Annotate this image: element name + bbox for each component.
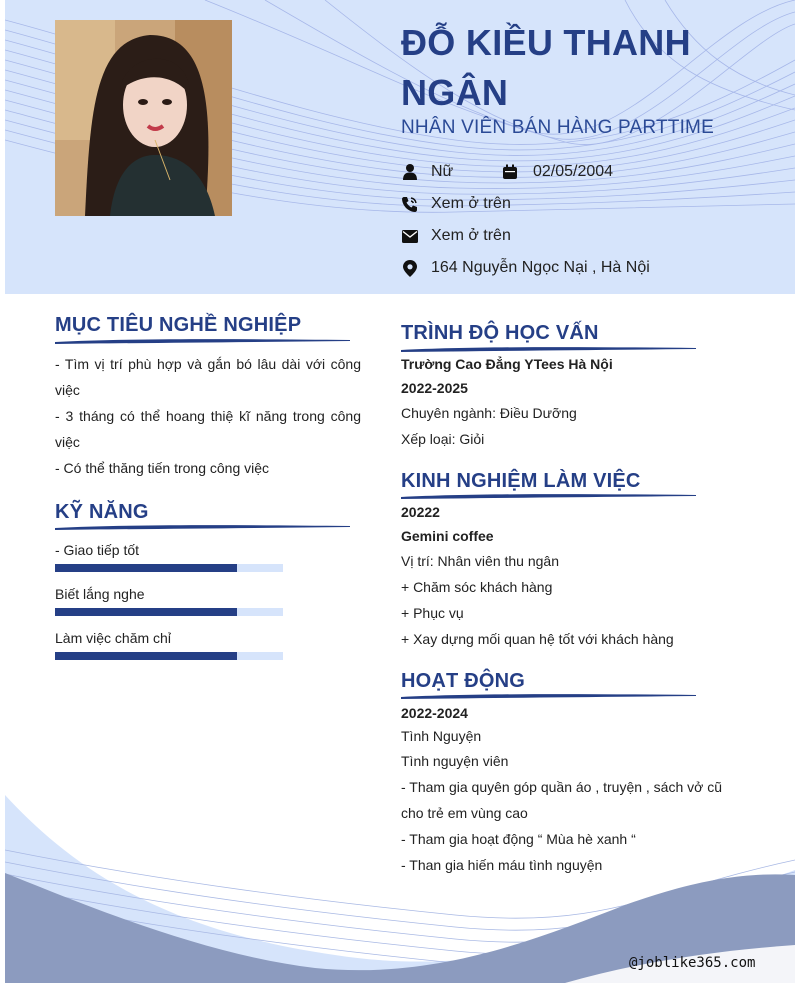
cv-page [5,0,795,983]
education-school: Trường Cao Đẳng YTees Hà Nội [401,356,613,372]
phone-value: Xem ở trên [431,195,511,212]
activities-role: Tình nguyện viên [401,753,509,769]
skill-bar [55,608,283,616]
education-title: TRÌNH ĐỘ HỌC VẤN [401,322,599,344]
experience-duty: + Xay dựng mối quan hệ tốt với khách hàng [401,631,674,647]
dob-value: 02/05/2004 [533,163,614,180]
skill-bar [55,564,283,572]
objective-underline [55,336,350,346]
activities-org: Tình Nguyện [401,728,482,744]
education-years: 2022-2025 [401,380,468,396]
candidate-name-line2: NGÂN [401,72,509,113]
objective-list [55,351,361,481]
skill-label: Biết lắng nghe [55,586,145,602]
activities-item: - Tham gia hoạt động “ Mùa hè xanh “ [401,831,636,847]
objective-title: MỤC TIÊU NGHỀ NGHIỆP [55,314,302,336]
job-title: NHÂN VIÊN BÁN HÀNG PARTTIME [401,117,714,138]
skill-bar-fill [55,652,237,660]
candidate-name-line1: ĐỖ KIỀU THANH [401,22,691,63]
skill-label: Làm việc chăm chỉ [55,630,171,646]
activities-list [401,748,731,878]
activities-item: - Than gia hiến máu tình nguyện [401,857,603,873]
experience-title: KINH NGHIỆM LÀM VIỆC [401,470,641,492]
skills-title: KỸ NĂNG [55,501,149,523]
activities-title: HOẠT ĐỘNG [401,670,526,692]
skill-bar [55,652,283,660]
objective-line: - 3 tháng có thể hoang thiệ kĩ năng trong công việc [55,408,361,450]
activities-years: 2022-2024 [401,705,468,721]
objective-line: - Có thể thăng tiến trong công việc [55,460,270,476]
education-grade: Xếp loại: Giỏi [401,431,485,447]
email-value: Xem ở trên [431,227,511,244]
address-value: 164 Nguyễn Ngọc Nại , Hà Nội [431,259,650,276]
activities-item: - Tham gia quyên góp quần áo , truyện , sách vở cũ cho trẻ em vùng cao [401,779,723,821]
education-major: Chuyên ngành: Điều Dưỡng [401,405,577,421]
skills-underline [55,522,350,532]
activities-underline [401,691,696,701]
experience-duty: + Phục vụ [401,605,464,621]
skill-bar-fill [55,608,237,616]
experience-duty: + Chăm sóc khách hàng [401,579,553,595]
experience-list [401,548,674,652]
experience-position: Vị trí: Nhân viên thu ngân [401,553,559,569]
objective-line: - Tìm vị trí phù hợp và gắn bó lâu dài với công việc [55,356,361,398]
skill-label: - Giao tiếp tốt [55,542,140,558]
gender-value: Nữ [431,163,454,180]
experience-year: 20222 [401,504,440,520]
experience-underline [401,491,696,501]
experience-company: Gemini coffee [401,528,494,544]
skill-bar-fill [55,564,237,572]
watermark: @joblike365.com [629,955,756,971]
